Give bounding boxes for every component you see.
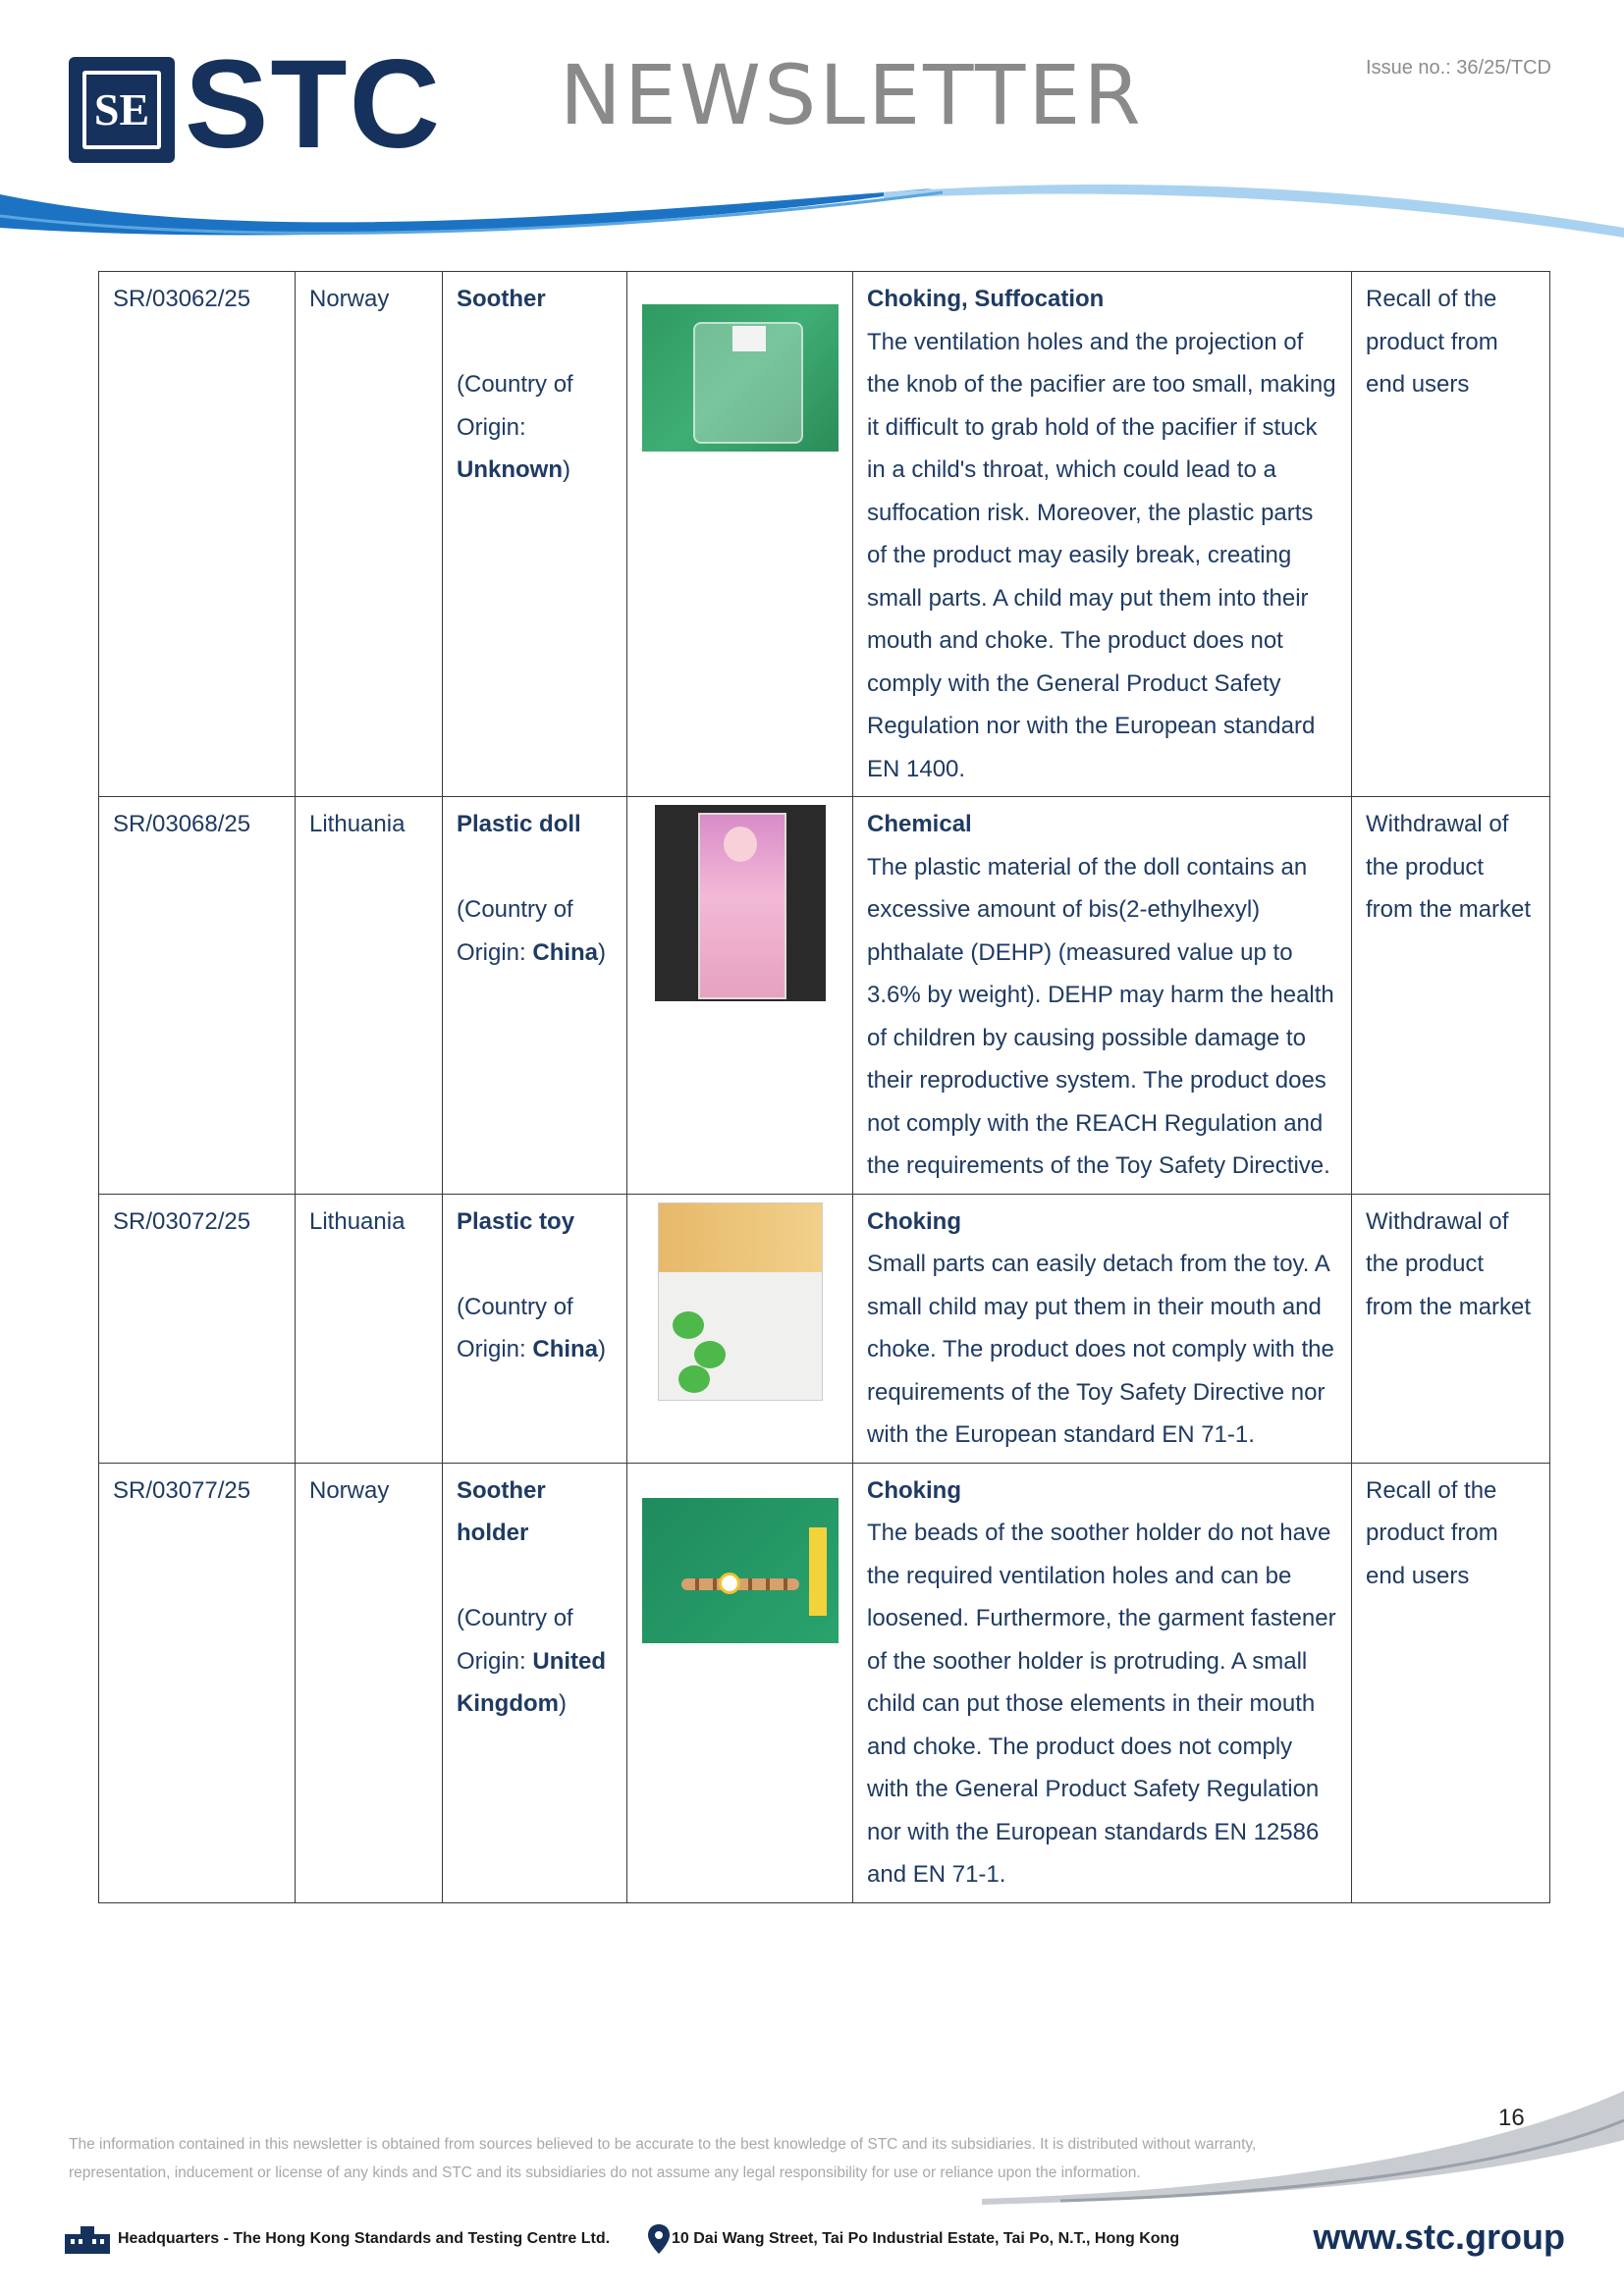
website-link[interactable]: www.stc.group (1313, 2216, 1565, 2257)
logo-mark: SE (82, 71, 161, 149)
risk-type: Chemical (867, 811, 972, 837)
table-row (99, 1463, 1550, 1902)
product-name: Soother holder (457, 1476, 546, 1546)
building-icon (63, 2226, 112, 2254)
measures-taken: Recall of the product from end users (1352, 272, 1550, 797)
country-of-origin: (Country of Origin: Unknown) (457, 371, 573, 483)
page-header (0, 0, 1624, 255)
product-image-cell (627, 1463, 853, 1902)
product-cell (443, 272, 627, 797)
risk-description: The plastic material of the doll contains an excessive amount of bis(2-ethylhexyl) phthalate (DEHP) (measured value up to 3.6% by weight). DEHP may harm the health of children by causing possible damage to their reproductive system. The product does not comply with the REACH Regulation and the requirements of the Toy Safety Directive. (867, 853, 1334, 1179)
measures-taken: Recall of the product from end users (1352, 1463, 1550, 1902)
issue-number: Issue no.: 36/25/TCD (1366, 57, 1551, 79)
country-of-origin: (Country of Origin: United Kingdom) (457, 1605, 607, 1717)
rapex-table (98, 271, 1550, 1903)
logo-text: STC (185, 34, 442, 175)
reference-number: SR/03068/25 (99, 797, 296, 1195)
reference-number: SR/03077/25 (99, 1463, 296, 1902)
product-image-cell (627, 797, 853, 1195)
table-row (99, 1194, 1550, 1463)
country-of-origin: (Country of Origin: China) (457, 1293, 607, 1362)
risk-cell (853, 1194, 1352, 1463)
risk-type: Choking, Suffocation (867, 286, 1105, 312)
reference-number: SR/03072/25 (99, 1194, 296, 1463)
product-name: Plastic toy (457, 1207, 575, 1235)
risk-cell (853, 797, 1352, 1195)
product-cell (443, 1194, 627, 1463)
measures-taken: Withdrawal of the product from the market (1352, 1194, 1550, 1463)
risk-description: The beads of the soother holder do not have the required ventilation holes and can be loosened. Furthermore, the garment fastener of the soother holder is protruding. A small child can put those elements in their mouth and choke. The product does not comply with the General Product Safety Regulation nor with the European standards EN 12586 and EN 71-1. (867, 1520, 1336, 1888)
measures-taken: Withdrawal of the product from the market (1352, 797, 1550, 1195)
risk-type: Choking (867, 1207, 961, 1235)
notifying-country: Norway (296, 1463, 443, 1902)
reference-number: SR/03062/25 (99, 272, 296, 797)
newsletter-title: NEWSLETTER (560, 47, 1144, 143)
soother-holder-photo-icon (642, 1498, 839, 1643)
stc-logo-icon (69, 57, 175, 163)
header-wave-decoration (0, 177, 1624, 255)
notifying-country: Norway (296, 272, 443, 797)
page-number: 16 (1498, 2105, 1525, 2131)
soother-photo-icon (642, 304, 839, 452)
product-cell (443, 1463, 627, 1902)
risk-description: The ventilation holes and the projection of the knob of the pacifier are too small, making it difficult to grab hold of the pacifier if stuck in a child's throat, which could lead to a suffocation risk. Moreover, the plastic parts of the product may easily break, creating small parts. A child may put them into their mouth and choke. The product does not comply with the General Product Safety Regulation nor with the European standard EN 1400. (867, 328, 1336, 782)
product-cell (443, 797, 627, 1195)
notifying-country: Lithuania (296, 797, 443, 1195)
product-image-cell (627, 272, 853, 797)
notifying-country: Lithuania (296, 1194, 443, 1463)
address-text: 10 Dai Wang Street, Tai Po Industrial Estate, Tai Po, N.T., Hong Kong (672, 2230, 1180, 2247)
risk-description: Small parts can easily detach from the toy. A small child may put them in their mouth and choke. The product does not comply with the requirements of the Toy Safety Directive nor with the European standard EN 71-1. (867, 1251, 1334, 1448)
product-name: Plastic doll (457, 811, 581, 837)
product-image-cell (627, 1194, 853, 1463)
disclaimer-text: The information contained in this newsletter is obtained from sources believed to be accurate to the best knowledge of STC and its subsidiaries. It is distributed without warranty, representation, inducement or license of any kinds and STC and its subsidiaries do not assume any legal responsibility for use or reliance upon the information. (69, 2136, 1257, 2181)
location-pin-icon (648, 2224, 670, 2254)
table-row (99, 797, 1550, 1195)
risk-type: Choking (867, 1476, 961, 1504)
frog-toy-photo-icon (658, 1202, 823, 1401)
country-of-origin: (Country of Origin: China) (457, 896, 607, 966)
risk-cell (853, 272, 1352, 797)
risk-cell (853, 1463, 1352, 1902)
product-name: Soother (457, 286, 546, 312)
footer-bar (63, 2216, 1565, 2266)
headquarters-label: Headquarters - The Hong Kong Standards and Testing Centre Ltd. (118, 2230, 611, 2247)
doll-photo-icon (655, 805, 826, 1001)
table-row (99, 272, 1550, 797)
